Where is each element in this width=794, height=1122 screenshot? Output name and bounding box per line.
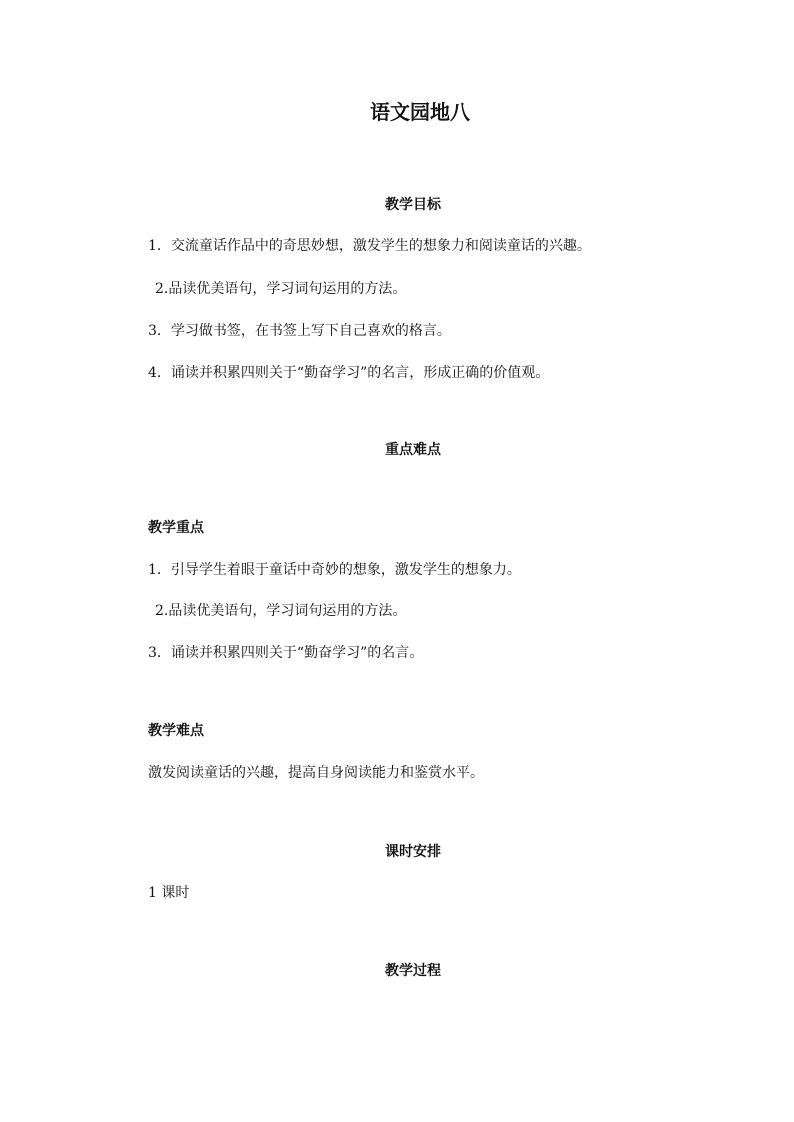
document-title: 语文园地八	[370, 100, 470, 124]
difficulty-heading: 教学难点	[148, 723, 204, 739]
difficulty-text: 激发阅读童话的兴趣，提高自身阅读能力和鉴赏水平。	[148, 765, 484, 781]
key-points-heading: 重点难点	[385, 442, 441, 458]
objective-item: 3．学习做书签，在书签上写下自己喜欢的格言。	[148, 323, 451, 339]
objectives-heading: 教学目标	[385, 197, 441, 213]
objective-item: 1．交流童话作品中的奇思妙想，激发学生的想象力和阅读童话的兴趣。	[148, 238, 591, 254]
focus-item: 2.品读优美语句，学习词句运用的方法。	[155, 603, 407, 619]
schedule-text: 1 课时	[148, 885, 190, 901]
objective-item: 2.品读优美语句，学习词句运用的方法。	[155, 281, 407, 297]
schedule-heading: 课时安排	[385, 844, 441, 860]
process-heading: 教学过程	[385, 963, 441, 979]
focus-item: 1．引导学生着眼于童话中奇妙的想象，激发学生的想象力。	[148, 562, 521, 578]
objective-item: 4．诵读并积累四则关于“勤奋学习”的名言，形成正确的价值观。	[148, 365, 550, 381]
focus-item: 3．诵读并积累四则关于“勤奋学习”的名言。	[148, 645, 424, 661]
focus-heading: 教学重点	[148, 520, 204, 536]
